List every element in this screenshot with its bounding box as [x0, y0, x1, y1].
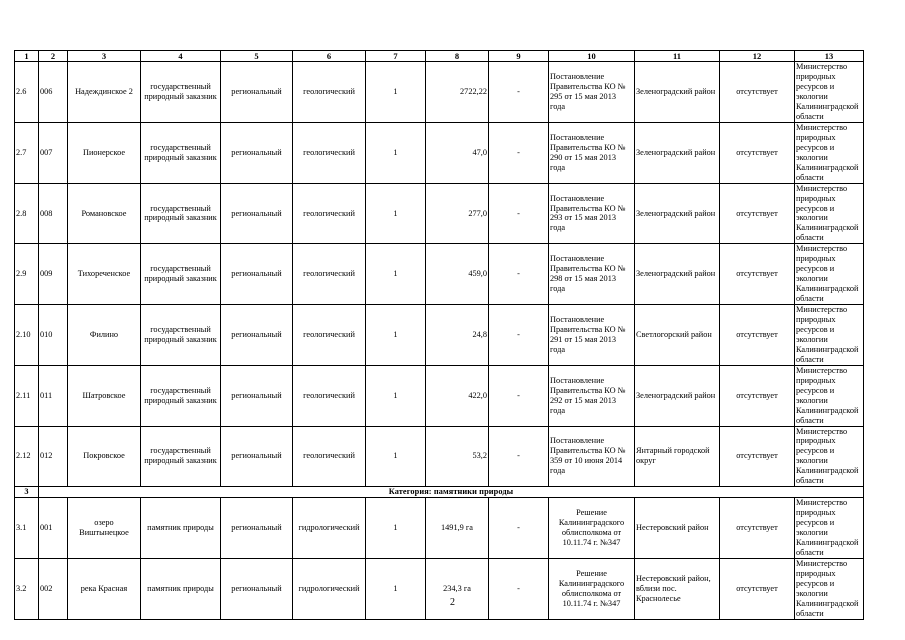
- column-header: 13: [795, 51, 864, 62]
- area: 459,0: [426, 244, 489, 305]
- row-number: 2.8: [15, 183, 39, 244]
- location: Зеленоградский район: [635, 183, 720, 244]
- object-type: государственный природный заказник: [141, 244, 221, 305]
- founding-document: Постановление Правительства КО № 291 от 15 мая 2013 года: [549, 305, 635, 366]
- buffer-area: -: [489, 558, 549, 619]
- significance: региональный: [221, 183, 293, 244]
- owner: отсутствует: [720, 365, 795, 426]
- significance: региональный: [221, 558, 293, 619]
- table-row: [15, 498, 864, 559]
- column-header: 7: [366, 51, 426, 62]
- object-name: Надеждинское 2: [68, 62, 141, 123]
- buffer-area: -: [489, 62, 549, 123]
- object-type: государственный природный заказник: [141, 365, 221, 426]
- owner: отсутствует: [720, 305, 795, 366]
- row-code: 006: [39, 62, 68, 123]
- object-type: памятник природы: [141, 498, 221, 559]
- table-row: [15, 426, 864, 487]
- buffer-area: -: [489, 498, 549, 559]
- area: 2722,22: [426, 62, 489, 123]
- buffer-area: -: [489, 183, 549, 244]
- profile: гидрологический: [293, 558, 366, 619]
- object-name: Филино: [68, 305, 141, 366]
- founding-document: Постановление Правительства КО № 290 от 15 мая 2013 года: [549, 122, 635, 183]
- row-code: 012: [39, 426, 68, 487]
- object-type: государственный природный заказник: [141, 183, 221, 244]
- authority: Министерство природных ресурсов и экологии Калининградской области: [795, 122, 864, 183]
- count: 1: [366, 365, 426, 426]
- column-header: 2: [39, 51, 68, 62]
- count: 1: [366, 558, 426, 619]
- object-type: государственный природный заказник: [141, 62, 221, 123]
- authority: Министерство природных ресурсов и экологии Калининградской области: [795, 426, 864, 487]
- founding-document: Постановление Правительства КО № 298 от 15 мая 2013 года: [549, 244, 635, 305]
- object-name: Пионерское: [68, 122, 141, 183]
- owner: отсутствует: [720, 558, 795, 619]
- significance: региональный: [221, 498, 293, 559]
- count: 1: [366, 122, 426, 183]
- profile: геологический: [293, 122, 366, 183]
- row-code: 007: [39, 122, 68, 183]
- row-number: 2.7: [15, 122, 39, 183]
- count: 1: [366, 244, 426, 305]
- column-header: 6: [293, 51, 366, 62]
- protected-areas-table: [14, 50, 864, 620]
- founding-document: Решение Калининградского облисполкома от 10.11.74 г. №347: [549, 558, 635, 619]
- count: 1: [366, 426, 426, 487]
- buffer-area: -: [489, 244, 549, 305]
- column-header: 12: [720, 51, 795, 62]
- object-type: государственный природный заказник: [141, 122, 221, 183]
- area: 24,8: [426, 305, 489, 366]
- area: 277,0: [426, 183, 489, 244]
- area: 53,2: [426, 426, 489, 487]
- profile: геологический: [293, 365, 366, 426]
- table-row: [15, 365, 864, 426]
- row-number: 3.1: [15, 498, 39, 559]
- category-row: [15, 487, 864, 498]
- object-type: государственный природный заказник: [141, 305, 221, 366]
- row-code: 011: [39, 365, 68, 426]
- count: 1: [366, 498, 426, 559]
- area: 234,3 га: [426, 558, 489, 619]
- object-name: река Красная: [68, 558, 141, 619]
- owner: отсутствует: [720, 498, 795, 559]
- location: Зеленоградский район: [635, 122, 720, 183]
- count: 1: [366, 62, 426, 123]
- column-header: 11: [635, 51, 720, 62]
- profile: гидрологический: [293, 498, 366, 559]
- authority: Министерство природных ресурсов и экологии Калининградской области: [795, 305, 864, 366]
- founding-document: Решение Калининградского облисполкома от 10.11.74 г. №347: [549, 498, 635, 559]
- profile: геологический: [293, 183, 366, 244]
- table-row: [15, 558, 864, 619]
- owner: отсутствует: [720, 62, 795, 123]
- row-code: 002: [39, 558, 68, 619]
- header-row: [15, 51, 864, 62]
- profile: геологический: [293, 62, 366, 123]
- column-header: 5: [221, 51, 293, 62]
- row-number: 2.6: [15, 62, 39, 123]
- profile: геологический: [293, 244, 366, 305]
- significance: региональный: [221, 122, 293, 183]
- table-row: [15, 122, 864, 183]
- column-header: 4: [141, 51, 221, 62]
- significance: региональный: [221, 305, 293, 366]
- owner: отсутствует: [720, 244, 795, 305]
- row-code: 010: [39, 305, 68, 366]
- table-row: [15, 244, 864, 305]
- table-row: [15, 183, 864, 244]
- object-name: Романовское: [68, 183, 141, 244]
- row-code: 008: [39, 183, 68, 244]
- location: Янтарный городской округ: [635, 426, 720, 487]
- count: 1: [366, 183, 426, 244]
- row-number: 2.10: [15, 305, 39, 366]
- authority: Министерство природных ресурсов и экологии Калининградской области: [795, 183, 864, 244]
- buffer-area: -: [489, 426, 549, 487]
- buffer-area: -: [489, 365, 549, 426]
- authority: Министерство природных ресурсов и экологии Калининградской области: [795, 365, 864, 426]
- column-header: 1: [15, 51, 39, 62]
- column-header: 3: [68, 51, 141, 62]
- location: Зеленоградский район: [635, 244, 720, 305]
- founding-document: Постановление Правительства КО № 295 от 15 мая 2013 года: [549, 62, 635, 123]
- authority: Министерство природных ресурсов и экологии Калининградской области: [795, 62, 864, 123]
- buffer-area: -: [489, 122, 549, 183]
- authority: Министерство природных ресурсов и экологии Калининградской области: [795, 244, 864, 305]
- row-code: 001: [39, 498, 68, 559]
- founding-document: Постановление Правительства КО № 359 от 10 июня 2014 года: [549, 426, 635, 487]
- location: Светлогорский район: [635, 305, 720, 366]
- significance: региональный: [221, 244, 293, 305]
- column-header: 10: [549, 51, 635, 62]
- page-number: 2: [450, 597, 455, 608]
- profile: геологический: [293, 426, 366, 487]
- object-type: памятник природы: [141, 558, 221, 619]
- row-number: 2.12: [15, 426, 39, 487]
- authority: Министерство природных ресурсов и экологии Калининградской области: [795, 558, 864, 619]
- table-row: [15, 305, 864, 366]
- location: Зеленоградский район: [635, 62, 720, 123]
- area: 422,0: [426, 365, 489, 426]
- object-type: государственный природный заказник: [141, 426, 221, 487]
- location: Нестеровский район, вблизи пос. Краснолесье: [635, 558, 720, 619]
- significance: региональный: [221, 62, 293, 123]
- owner: отсутствует: [720, 122, 795, 183]
- column-header: 9: [489, 51, 549, 62]
- location: Нестеровский район: [635, 498, 720, 559]
- row-code: 009: [39, 244, 68, 305]
- area: 1491,9 га: [426, 498, 489, 559]
- object-name: Шатровское: [68, 365, 141, 426]
- location: Зеленоградский район: [635, 365, 720, 426]
- founding-document: Постановление Правительства КО № 293 от 15 мая 2013 года: [549, 183, 635, 244]
- row-number: 2.9: [15, 244, 39, 305]
- row-number: 3.2: [15, 558, 39, 619]
- significance: региональный: [221, 426, 293, 487]
- buffer-area: -: [489, 305, 549, 366]
- table-row: [15, 62, 864, 123]
- profile: геологический: [293, 305, 366, 366]
- object-name: Тихореченское: [68, 244, 141, 305]
- owner: отсутствует: [720, 183, 795, 244]
- row-number: 2.11: [15, 365, 39, 426]
- area: 47,0: [426, 122, 489, 183]
- owner: отсутствует: [720, 426, 795, 487]
- object-name: озеро Виштынецкое: [68, 498, 141, 559]
- significance: региональный: [221, 365, 293, 426]
- column-header: 8: [426, 51, 489, 62]
- authority: Министерство природных ресурсов и экологии Калининградской области: [795, 498, 864, 559]
- object-name: Покровское: [68, 426, 141, 487]
- category-number: 3: [15, 487, 39, 498]
- founding-document: Постановление Правительства КО № 292 от 15 мая 2013 года: [549, 365, 635, 426]
- count: 1: [366, 305, 426, 366]
- category-label: Категория: памятники природы: [39, 487, 864, 498]
